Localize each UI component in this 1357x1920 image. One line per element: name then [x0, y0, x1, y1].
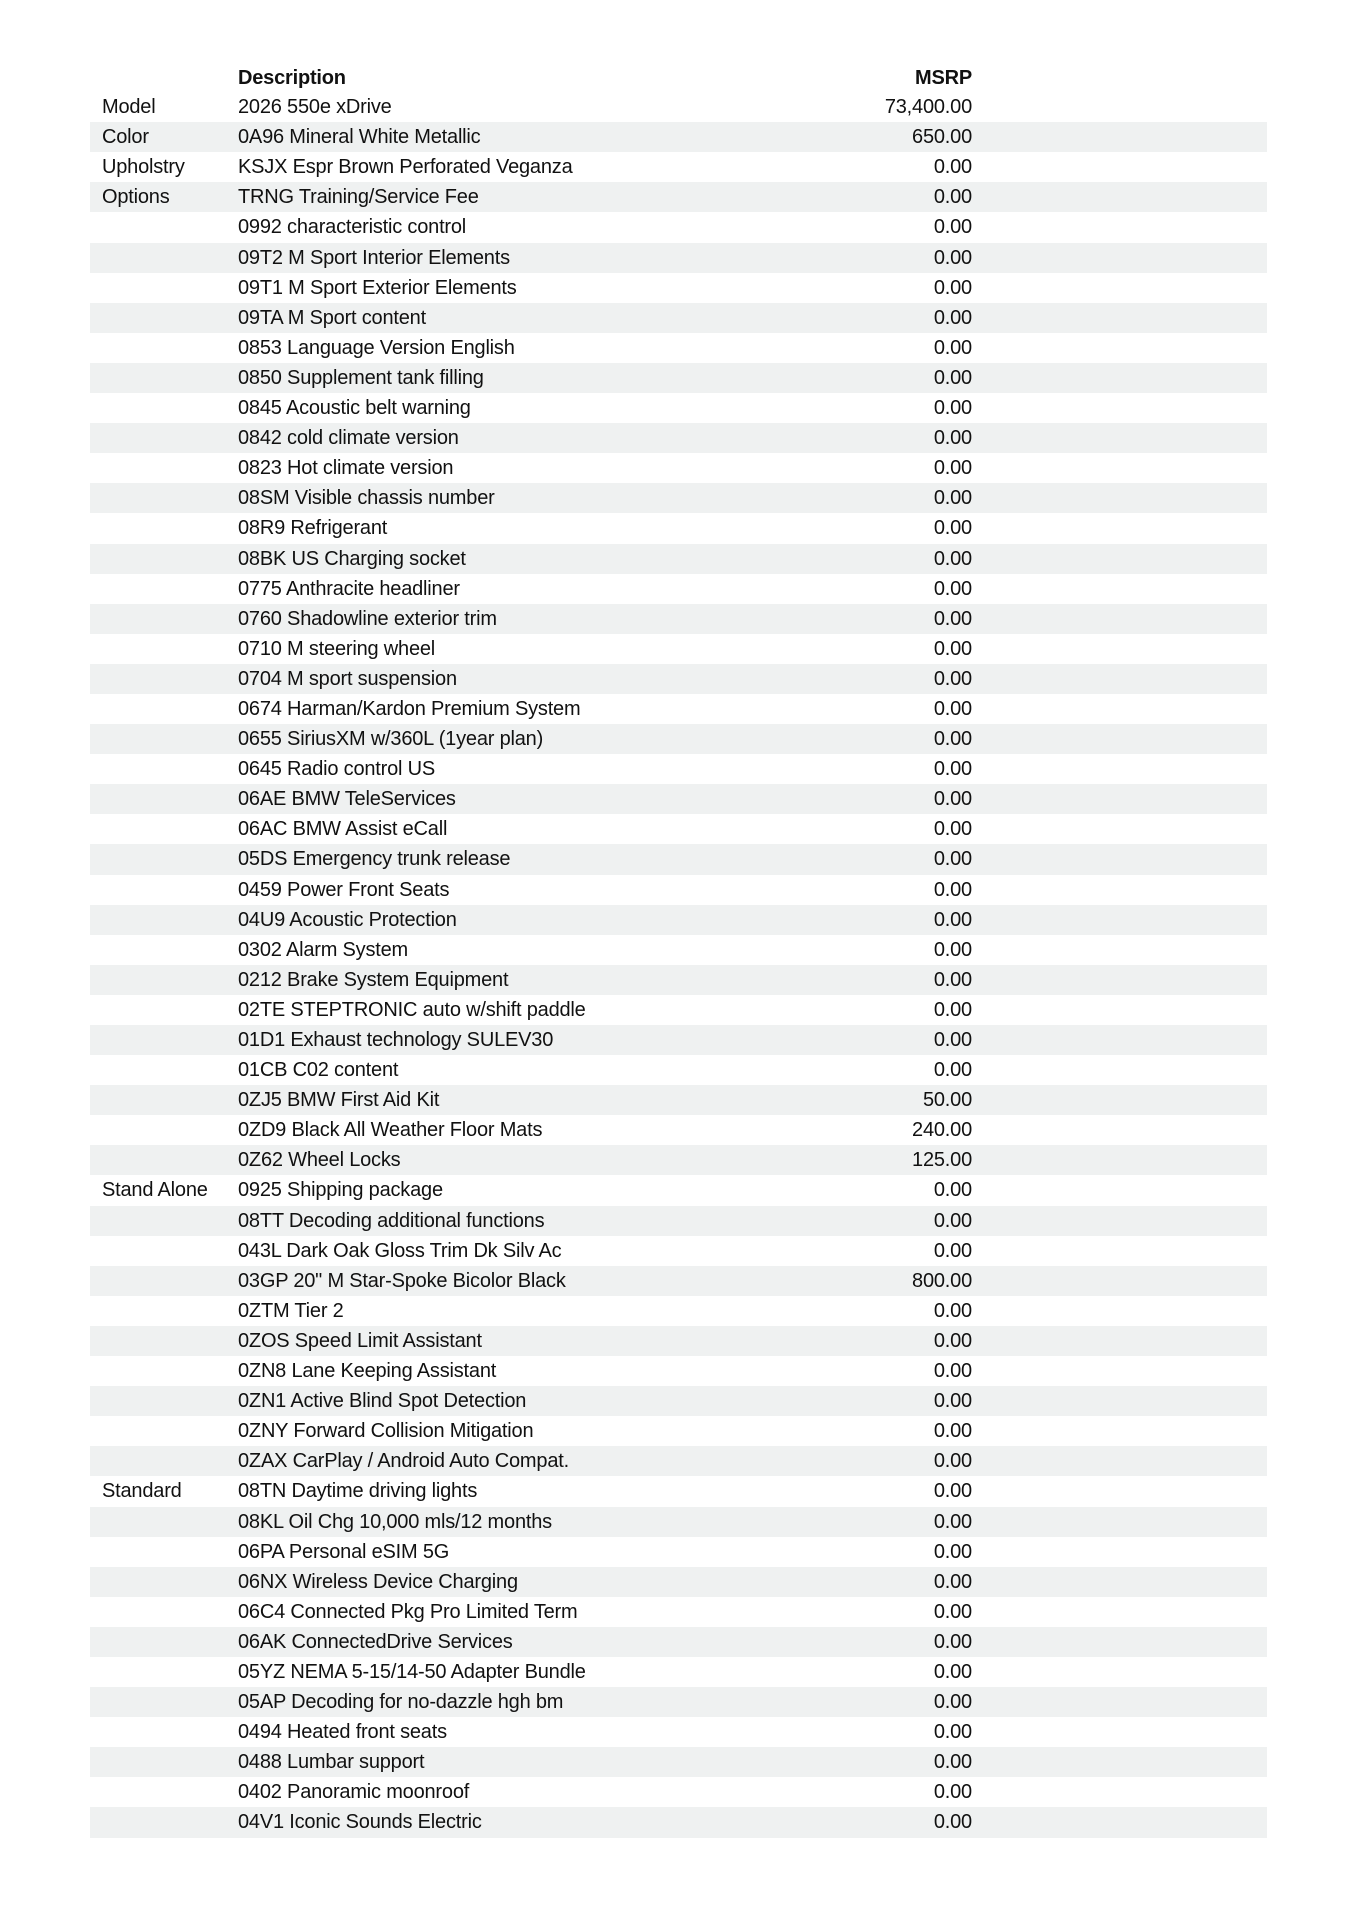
- table-row: [90, 784, 1267, 814]
- table-row: [90, 122, 1267, 152]
- row-category: [102, 1657, 237, 1687]
- row-msrp: 0.00: [933, 397, 972, 420]
- table-row: [90, 1326, 1267, 1356]
- row-category: [102, 574, 237, 604]
- row-msrp: 0.00: [933, 1811, 972, 1834]
- row-description: 08KL Oil Chg 10,000 mls/12 months: [238, 1510, 552, 1533]
- row-msrp: 0.00: [933, 427, 972, 450]
- row-description: 0ZTM Tier 2: [238, 1299, 344, 1322]
- row-category: [102, 1777, 237, 1807]
- row-description: 02TE STEPTRONIC auto w/shift paddle: [238, 998, 586, 1021]
- row-msrp: 0.00: [933, 336, 972, 359]
- row-msrp: 0.00: [933, 1630, 972, 1653]
- row-category: Options: [102, 186, 170, 209]
- row-category: [102, 393, 237, 423]
- row-description: 0674 Harman/Kardon Premium System: [238, 697, 581, 720]
- row-category: [102, 1537, 237, 1567]
- row-msrp: 0.00: [933, 1480, 972, 1503]
- row-msrp: 0.00: [933, 1570, 972, 1593]
- row-category: [102, 1085, 237, 1115]
- table-row: [90, 303, 1267, 333]
- row-description: 05DS Emergency trunk release: [238, 848, 511, 871]
- table-row: [90, 1085, 1267, 1115]
- table-row: [90, 393, 1267, 423]
- row-msrp: 0.00: [933, 607, 972, 630]
- row-description: 06AE BMW TeleServices: [238, 788, 456, 811]
- row-msrp: 0.00: [933, 517, 972, 540]
- table-row: [90, 1296, 1267, 1326]
- row-category: [102, 814, 237, 844]
- row-description: 06AC BMW Assist eCall: [238, 818, 448, 841]
- table-row: [90, 694, 1267, 724]
- row-category: [102, 243, 237, 273]
- table-row: [90, 634, 1267, 664]
- row-category: [102, 333, 237, 363]
- row-description: 043L Dark Oak Gloss Trim Dk Silv Ac: [238, 1239, 562, 1262]
- row-description: KSJX Espr Brown Perforated Veganza: [238, 156, 573, 179]
- table-row: [90, 1567, 1267, 1597]
- table-row: [90, 453, 1267, 483]
- msrp-price-sheet: [90, 62, 1267, 1838]
- table-row: [90, 152, 1267, 182]
- row-description: 2026 550e xDrive: [238, 96, 392, 119]
- row-category: [102, 1567, 237, 1597]
- row-category: [102, 1627, 237, 1657]
- row-category: [102, 513, 237, 543]
- row-description: 09T1 M Sport Exterior Elements: [238, 276, 517, 299]
- row-description: 0760 Shadowline exterior trim: [238, 607, 497, 630]
- row-category: Stand Alone: [102, 1179, 208, 1202]
- header-description: Description: [238, 67, 346, 89]
- row-description: 0853 Language Version English: [238, 336, 515, 359]
- row-description: 0212 Brake System Equipment: [238, 968, 509, 991]
- row-msrp: 0.00: [933, 818, 972, 841]
- row-msrp: 0.00: [933, 156, 972, 179]
- row-msrp: 0.00: [933, 1540, 972, 1563]
- row-description: 0655 SiriusXM w/360L (1year plan): [238, 728, 544, 751]
- table-row: [90, 844, 1267, 874]
- row-msrp: 0.00: [933, 637, 972, 660]
- row-category: [102, 1687, 237, 1717]
- row-category: [102, 634, 237, 664]
- row-description: 0402 Panoramic moonroof: [238, 1781, 470, 1804]
- table-row: [90, 814, 1267, 844]
- row-category: [102, 1326, 237, 1356]
- row-category: [102, 1296, 237, 1326]
- row-description: 0ZJ5 BMW First Aid Kit: [238, 1089, 440, 1112]
- row-category: [102, 1236, 237, 1266]
- table-row: [90, 544, 1267, 574]
- row-description: TRNG Training/Service Fee: [238, 186, 479, 209]
- row-msrp: 0.00: [933, 216, 972, 239]
- table-row: [90, 1025, 1267, 1055]
- table-row: [90, 1476, 1267, 1506]
- table-row: [90, 1416, 1267, 1446]
- table-row: [90, 1657, 1267, 1687]
- row-description: 0494 Heated front seats: [238, 1721, 447, 1744]
- row-category: [102, 844, 237, 874]
- table-row: [90, 875, 1267, 905]
- table-row: [90, 1356, 1267, 1386]
- row-category: [102, 1206, 237, 1236]
- row-category: [102, 303, 237, 333]
- row-description: 0992 characteristic control: [238, 216, 467, 239]
- row-category: [102, 604, 237, 634]
- table-row: [90, 995, 1267, 1025]
- row-description: 0775 Anthracite headliner: [238, 577, 460, 600]
- row-msrp: 650.00: [912, 126, 972, 149]
- row-description: 05YZ NEMA 5-15/14-50 Adapter Bundle: [238, 1660, 586, 1683]
- row-category: [102, 1356, 237, 1386]
- row-category: [102, 1416, 237, 1446]
- row-description: 0302 Alarm System: [238, 938, 409, 961]
- row-category: [102, 212, 237, 242]
- row-description: 08R9 Refrigerant: [238, 517, 388, 540]
- row-description: 01CB C02 content: [238, 1059, 399, 1082]
- row-msrp: 0.00: [933, 1179, 972, 1202]
- row-category: [102, 1717, 237, 1747]
- table-row: [90, 664, 1267, 694]
- row-category: [102, 1386, 237, 1416]
- row-msrp: 0.00: [933, 1329, 972, 1352]
- row-msrp: 0.00: [933, 938, 972, 961]
- row-description: 0ZNY Forward Collision Mitigation: [238, 1420, 534, 1443]
- row-msrp: 0.00: [933, 186, 972, 209]
- row-msrp: 0.00: [933, 1239, 972, 1262]
- table-row: [90, 604, 1267, 634]
- row-msrp: 0.00: [933, 728, 972, 751]
- row-msrp: 0.00: [933, 908, 972, 931]
- row-msrp: 240.00: [912, 1119, 972, 1142]
- row-msrp: 0.00: [933, 1691, 972, 1714]
- row-category: [102, 1025, 237, 1055]
- row-category: [102, 483, 237, 513]
- row-description: 09TA M Sport content: [238, 306, 426, 329]
- row-category: [102, 273, 237, 303]
- table-row: [90, 423, 1267, 453]
- table-row: [90, 483, 1267, 513]
- row-msrp: 0.00: [933, 697, 972, 720]
- row-category: Upholstry: [102, 156, 185, 179]
- table-row: [90, 1597, 1267, 1627]
- row-category: [102, 1055, 237, 1085]
- row-description: 0488 Lumbar support: [238, 1751, 425, 1774]
- row-msrp: 73,400.00: [884, 96, 972, 119]
- row-category: Color: [102, 126, 149, 149]
- row-description: 06AK ConnectedDrive Services: [238, 1630, 513, 1653]
- row-description: 0704 M sport suspension: [238, 667, 457, 690]
- table-row: [90, 905, 1267, 935]
- row-msrp: 0.00: [933, 1420, 972, 1443]
- row-description: 0925 Shipping package: [238, 1179, 443, 1202]
- row-description: 0ZN8 Lane Keeping Assistant: [238, 1360, 497, 1383]
- row-category: [102, 935, 237, 965]
- table-row: [90, 1507, 1267, 1537]
- table-row: [90, 1687, 1267, 1717]
- table-row: [90, 212, 1267, 242]
- row-msrp: 0.00: [933, 1209, 972, 1232]
- row-msrp: 0.00: [933, 366, 972, 389]
- table-row: [90, 1386, 1267, 1416]
- row-category: [102, 754, 237, 784]
- table-row: [90, 92, 1267, 122]
- row-description: 08BK US Charging socket: [238, 547, 466, 570]
- table-row: [90, 935, 1267, 965]
- table-row: [90, 363, 1267, 393]
- table-row: [90, 574, 1267, 604]
- row-category: Model: [102, 96, 156, 119]
- table-row: [90, 1206, 1267, 1236]
- row-category: [102, 995, 237, 1025]
- row-description: 09T2 M Sport Interior Elements: [238, 246, 510, 269]
- row-category: [102, 965, 237, 995]
- table-row: [90, 513, 1267, 543]
- row-description: 06C4 Connected Pkg Pro Limited Term: [238, 1600, 578, 1623]
- row-description: 0842 cold climate version: [238, 427, 459, 450]
- row-description: 0Z62 Wheel Locks: [238, 1149, 401, 1172]
- table-row: [90, 1446, 1267, 1476]
- row-msrp: 0.00: [933, 1059, 972, 1082]
- row-category: Standard: [102, 1480, 182, 1503]
- row-msrp: 0.00: [933, 1751, 972, 1774]
- row-category: [102, 1807, 237, 1837]
- row-msrp: 0.00: [933, 276, 972, 299]
- row-category: [102, 363, 237, 393]
- row-msrp: 0.00: [933, 1781, 972, 1804]
- row-msrp: 0.00: [933, 667, 972, 690]
- row-msrp: 0.00: [933, 457, 972, 480]
- row-msrp: 0.00: [933, 1029, 972, 1051]
- row-category: [102, 1507, 237, 1537]
- row-description: 0845 Acoustic belt warning: [238, 397, 471, 420]
- row-msrp: 0.00: [933, 1510, 972, 1533]
- row-description: 04U9 Acoustic Protection: [238, 908, 457, 931]
- row-category: [102, 1145, 237, 1175]
- table-row: [90, 1055, 1267, 1085]
- table-row: [90, 1175, 1267, 1205]
- row-msrp: 800.00: [912, 1269, 972, 1292]
- header-msrp: MSRP: [915, 67, 972, 89]
- table-row: [90, 1145, 1267, 1175]
- row-msrp: 0.00: [933, 1600, 972, 1623]
- table-row: [90, 273, 1267, 303]
- row-description: 0823 Hot climate version: [238, 457, 454, 480]
- row-category: [102, 1597, 237, 1627]
- table-row: [90, 1115, 1267, 1145]
- table-row: [90, 182, 1267, 212]
- row-category: [102, 423, 237, 453]
- row-msrp: 125.00: [912, 1149, 972, 1172]
- row-msrp: 0.00: [933, 758, 972, 781]
- row-description: 0ZN1 Active Blind Spot Detection: [238, 1390, 527, 1413]
- row-msrp: 0.00: [933, 487, 972, 510]
- row-msrp: 0.00: [933, 547, 972, 570]
- row-msrp: 0.00: [933, 306, 972, 329]
- row-description: 01D1 Exhaust technology SULEV30: [238, 1029, 554, 1051]
- row-category: [102, 905, 237, 935]
- row-description: 03GP 20" M Star-Spoke Bicolor Black: [238, 1269, 566, 1292]
- table-row: [90, 754, 1267, 784]
- row-category: [102, 1266, 237, 1296]
- table-row: [90, 1236, 1267, 1266]
- row-description: 0ZAX CarPlay / Android Auto Compat.: [238, 1450, 569, 1473]
- row-category: [102, 694, 237, 724]
- row-msrp: 0.00: [933, 577, 972, 600]
- row-msrp: 50.00: [922, 1089, 972, 1112]
- row-description: 0ZD9 Black All Weather Floor Mats: [238, 1119, 543, 1142]
- table-header-row: [90, 62, 1267, 92]
- row-msrp: 0.00: [933, 1299, 972, 1322]
- table-row: [90, 1266, 1267, 1296]
- table-row: [90, 1747, 1267, 1777]
- row-category: [102, 453, 237, 483]
- row-description: 0A96 Mineral White Metallic: [238, 126, 481, 149]
- row-msrp: 0.00: [933, 1360, 972, 1383]
- table-row: [90, 965, 1267, 995]
- row-description: 0ZOS Speed Limit Assistant: [238, 1329, 482, 1352]
- row-category: [102, 544, 237, 574]
- table-row: [90, 724, 1267, 754]
- row-msrp: 0.00: [933, 968, 972, 991]
- table-row: [90, 1777, 1267, 1807]
- row-category: [102, 1446, 237, 1476]
- row-category: [102, 1115, 237, 1145]
- row-description: 0710 M steering wheel: [238, 637, 436, 660]
- row-category: [102, 1747, 237, 1777]
- row-category: [102, 724, 237, 754]
- table-row: [90, 243, 1267, 273]
- row-description: 0850 Supplement tank filling: [238, 366, 484, 389]
- row-description: 06PA Personal eSIM 5G: [238, 1540, 450, 1563]
- table-row: [90, 333, 1267, 363]
- row-msrp: 0.00: [933, 1721, 972, 1744]
- row-description: 0459 Power Front Seats: [238, 878, 450, 901]
- table-row: [90, 1717, 1267, 1747]
- row-msrp: 0.00: [933, 1450, 972, 1473]
- row-msrp: 0.00: [933, 1390, 972, 1413]
- row-description: 08SM Visible chassis number: [238, 487, 495, 510]
- row-msrp: 0.00: [933, 246, 972, 269]
- table-row: [90, 1807, 1267, 1837]
- table-row: [90, 1537, 1267, 1567]
- row-msrp: 0.00: [933, 1660, 972, 1683]
- row-description: 0645 Radio control US: [238, 758, 436, 781]
- row-msrp: 0.00: [933, 848, 972, 871]
- row-description: 05AP Decoding for no-dazzle hgh bm: [238, 1691, 564, 1714]
- table-body: [90, 92, 1267, 1837]
- row-description: 08TN Daytime driving lights: [238, 1480, 478, 1503]
- row-msrp: 0.00: [933, 878, 972, 901]
- row-description: 06NX Wireless Device Charging: [238, 1570, 518, 1593]
- row-category: [102, 784, 237, 814]
- row-category: [102, 875, 237, 905]
- row-msrp: 0.00: [933, 998, 972, 1021]
- table-row: [90, 1627, 1267, 1657]
- header-category: [102, 62, 237, 92]
- row-category: [102, 664, 237, 694]
- row-description: 08TT Decoding additional functions: [238, 1209, 545, 1232]
- row-description: 04V1 Iconic Sounds Electric: [238, 1811, 482, 1834]
- row-msrp: 0.00: [933, 788, 972, 811]
